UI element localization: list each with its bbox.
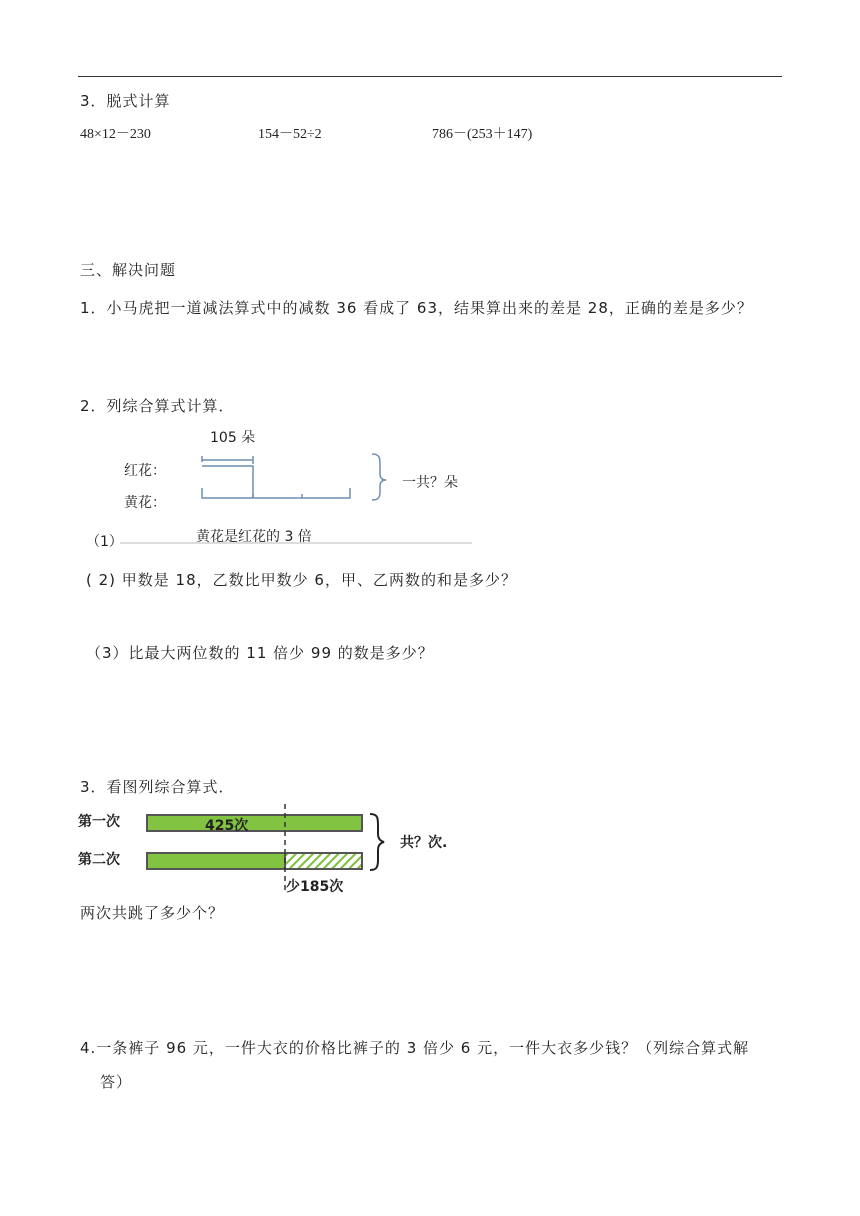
- first-jump-value: 425次: [205, 818, 249, 834]
- question-3-question: 两次共跳了多少个？: [80, 904, 225, 922]
- question-2-sub3: （3）比最大两位数的 11 倍少 99 的数是多少？: [86, 644, 434, 662]
- header-rule: [78, 76, 782, 77]
- yellow-bracket: [202, 488, 350, 498]
- calc-expression-2: 154－52÷2: [258, 127, 322, 142]
- less-label: 少185次: [286, 879, 344, 895]
- question-2-title: 2．列综合算式计算．: [80, 397, 235, 415]
- total-brace: [372, 454, 386, 500]
- question-2-sub2: ( 2) 甲数是 18，乙数比甲数少 6，甲、乙两数的和是多少？: [86, 571, 517, 589]
- solve-section-header: 三、解决问题: [80, 261, 177, 279]
- calc-expression-3: 786－(253＋147): [432, 127, 533, 142]
- figure-total-label: 一共？朵: [402, 475, 458, 491]
- calc-section-title: 3．脱式计算: [80, 92, 171, 110]
- figure-top-label: 105 朵: [210, 430, 256, 446]
- question-4-line-2: 答）: [100, 1073, 133, 1091]
- jump-figure: [78, 804, 478, 896]
- red-segment: [202, 466, 253, 498]
- question-3-title: 3．看图列综合算式．: [80, 778, 235, 796]
- first-jump-label: 第一次: [78, 814, 120, 830]
- red-bracket: [202, 456, 253, 464]
- question-1: 1．小马虎把一道减法算式中的减数 36 看成了 63，结果算出来的差是 28，正确的差是多少？: [80, 299, 753, 317]
- flower-figure: [110, 422, 490, 550]
- figure-caption: 黄花是红花的 3 倍: [196, 529, 312, 545]
- jump-total-label: 共？次.: [400, 835, 448, 851]
- question-4-line-1: 4.一条裤子 96 元，一件大衣的价格比裤子的 3 倍少 6 元，一件大衣多少钱？（列综合算式解: [80, 1039, 750, 1057]
- second-jump-label: 第二次: [78, 852, 120, 868]
- jump-brace: [370, 814, 384, 870]
- question-2-sub1-label: （1）: [86, 534, 123, 550]
- figure-red-label: 红花：: [124, 463, 166, 479]
- figure-yellow-label: 黄花：: [124, 495, 166, 511]
- calc-expression-1: 48×12－230: [80, 127, 151, 142]
